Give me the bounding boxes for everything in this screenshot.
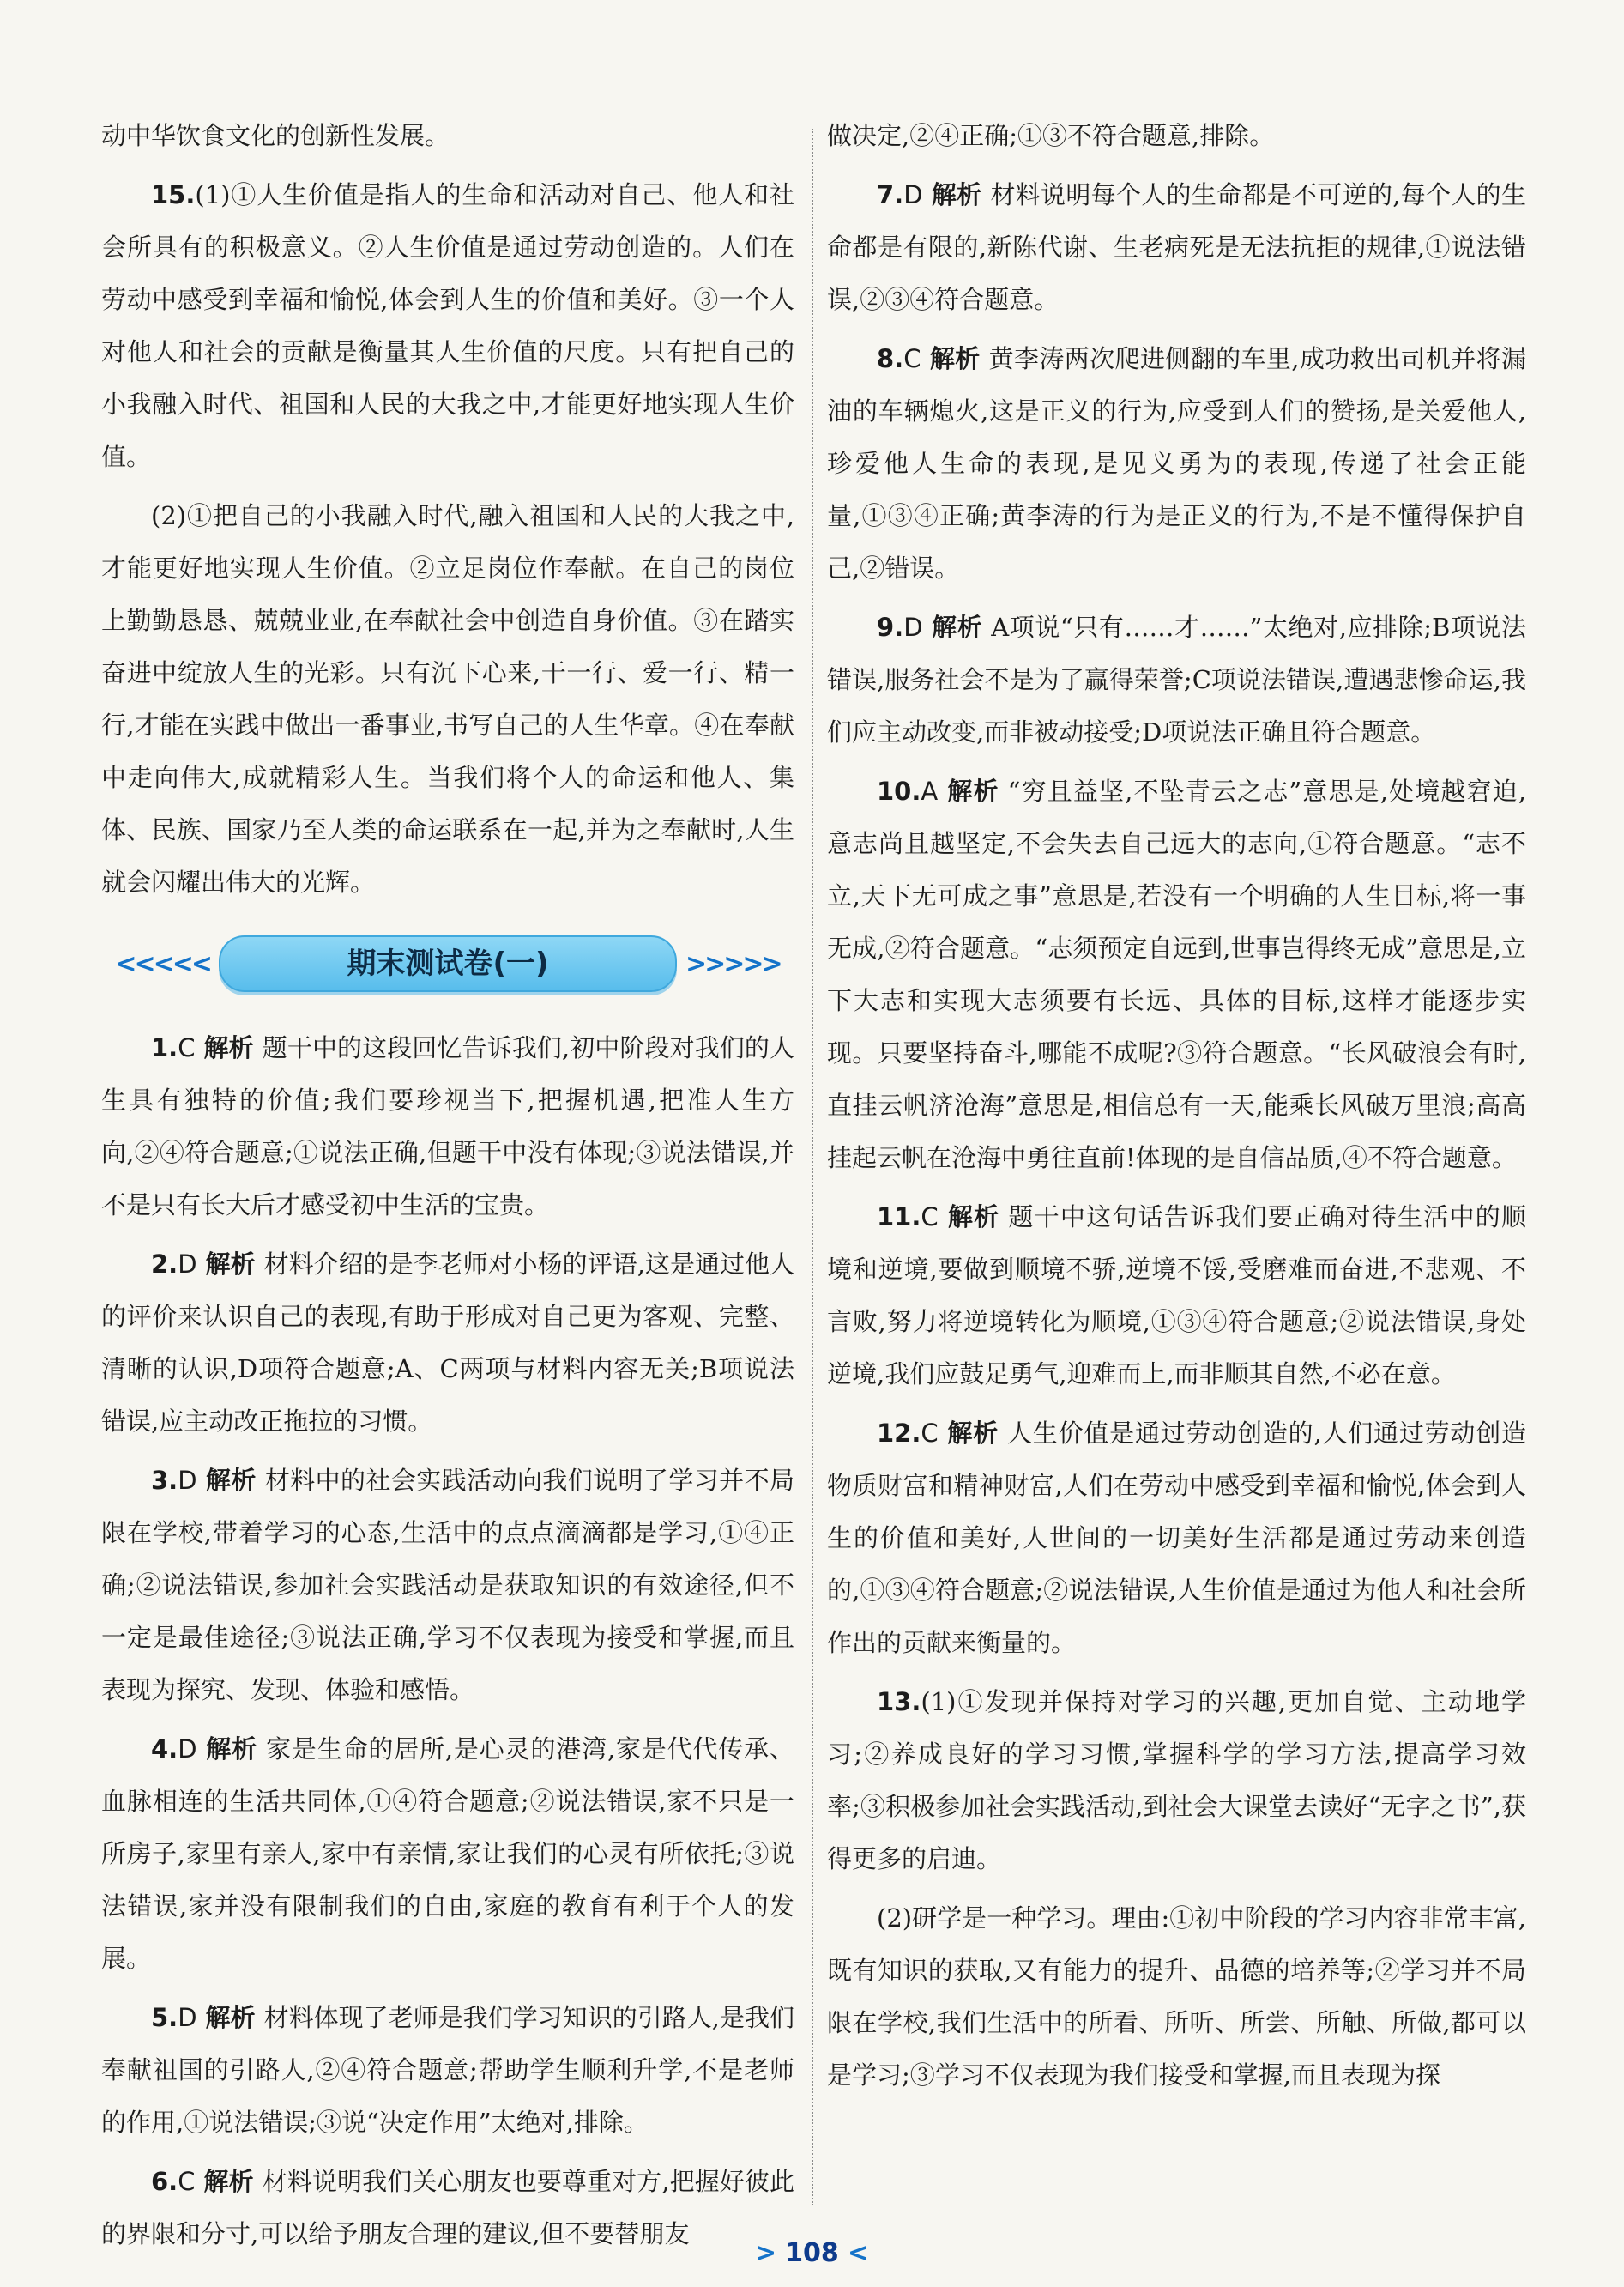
answer-13-part1: 13.(1)①发现并保持对学习的兴趣,更加自觉、主动地学习;②养成良好的学习习惯,掌握科学的学习方法,提高学习效率;③积极参加社会实践活动,到社会大课堂去读好“无字之书”,获得更多的启迪。 — [827, 1687, 1526, 1873]
answer-15-part2: (2)①把自己的小我融入时代,融入祖国和人民的大我之中,才能更好地实现人生价值。②立足岗位作奉献。在自己的岗位上勤勤恳恳、兢兢业业,在奉献社会中创造自身价值。③在踏实奋进中绽放人生的光彩。只有沉下心来,干一行、爱一行、精一行,才能在实践中做出一番事业,书写自己的人生华章。④在奉献中走向伟大,成就精彩人生。当我们将个人的命运和他人、集体、民族、国家乃至人类的命运联系在一起,并为之奉献时,人生就会闪耀出伟大的光辉。 — [101, 501, 794, 897]
answer-11: 11.C 解析 题干中这句话告诉我们要正确对待生活中的顺境和逆境,要做到顺境不骄,逆境不馁,受磨难而奋进,不悲观、不言败,努力将逆境转化为顺境,①③④符合题意;②说法错误,身处逆境,我们应鼓足勇气,迎难而上,而非顺其自然,不必在意。 — [827, 1202, 1526, 1389]
answer-6: 6.C 解析 材料说明我们关心朋友也要尊重对方,把握好彼此的界限和分寸,可以给予朋友合理的建议,但不要替朋友 — [101, 2167, 794, 2248]
question-number: 15. — [151, 180, 196, 209]
left-arrow-mark: < — [847, 2238, 869, 2268]
answer-5: 5.D 解析 材料体现了老师是我们学习知识的引路人,是我们奉献祖国的引路人,②④符合题意;帮助学生顺利升学,不是老师的作用,①说法错误;③说“决定作用”太绝对,排除。 — [101, 2003, 794, 2137]
left-arrows-decoration: <<<<< — [115, 948, 210, 979]
answer-13-part2: (2)研学是一种学习。理由:①初中阶段的学习内容非常丰富,既有知识的获取,又有能力的提升、品德的培养等;②学习并不局限在学校,我们生活中的所看、所听、所尝、所触、所做,都可以是学习;③学习不仅表现为我们接受和掌握,而且表现为探 — [827, 1903, 1526, 2090]
answer-3: 3.D 解析 材料中的社会实践活动向我们说明了学习并不局限在学校,带着学习的心态,生活中的点点滴滴都是学习,①④正确;②说法错误,参加社会实践活动是获取知识的有效途径,但不一定是最佳途径;③说法正确,学习不仅表现为接受和掌握,而且表现为探究、发现、体验和感悟。 — [101, 1466, 794, 1704]
answer-4: 4.D 解析 家是生命的居所,是心灵的港湾,家是代代传承、血脉相连的生活共同体,①④符合题意;②说法错误,家不只是一所房子,家里有亲人,家中有亲情,家让我们的心灵有所依托;③说法错误,家并没有限制我们的自由,家庭的教育有利于个人的发展。 — [101, 1734, 794, 1973]
column-divider — [812, 129, 813, 2205]
section-banner — [101, 928, 794, 1000]
answer-2: 2.D 解析 材料介绍的是李老师对小杨的评语,这是通过他人的评价来认识自己的表现,有助于形成对自己更为客观、完整、清晰的认识,D项符合题意;A、C两项与材料内容无关;B项说法错误,应主动改正拖拉的习惯。 — [101, 1249, 794, 1436]
answer-8: 8.C 解析 黄李涛两次爬进侧翻的车里,成功救出司机并将漏油的车辆熄火,这是正义的行为,应受到人们的赞扬,是关爱他人,珍爱他人生命的表现,是见义勇为的表现,传递了社会正能量,①③④正确;黄李涛的行为是正义的行为,不是不懂得保护自己,②错误。 — [827, 344, 1526, 583]
section-title: 期末测试卷(一) — [219, 935, 677, 992]
paragraph-continued: 做决定,②④正确;①③不符合题意,排除。 — [827, 121, 1275, 150]
left-column — [101, 110, 794, 2267]
right-column — [827, 110, 1526, 2109]
answer-7: 7.D 解析 材料说明每个人的生命都是不可逆的,每个人的生命都是有限的,新陈代谢、生老病死是无法抗拒的规律,①说法错误,②③④符合题意。 — [827, 180, 1526, 314]
right-arrow-mark: > — [755, 2238, 777, 2268]
answer-15-part1: 15.(1)①人生价值是指人的生命和活动对自己、他人和社会所具有的积极意义。②人生价值是通过劳动创造的。人们在劳动中感受到幸福和愉悦,体会到人生的价值和美好。③一个人对他人和社会的贡献是衡量其人生价值的尺度。只有把自己的小我融入时代、祖国和人民的大我之中,才能更好地实现人生价值。 — [101, 180, 794, 471]
right-arrows-decoration: >>>>> — [685, 948, 781, 979]
answer-10: 10.A 解析 “穷且益坚,不坠青云之志”意思是,处境越窘迫,意志尚且越坚定,不会失去自己远大的志向,①符合题意。“志不立,天下无可成之事”意思是,若没有一个明确的人生目标,将一事无成,②符合题意。“志须预定自远到,世事岂得终无成”意思是,立下大志和实现大志须要有长远、具体的目标,这样才能逐步实现。只要坚持奋斗,哪能不成呢?③符合题意。“长风破浪会有时,直挂云帆济沧海”意思是,相信总有一天,能乘长风破万里浪;高高挂起云帆在沧海中勇往直前!体现的是自信品质,④不符合题意。 — [827, 777, 1526, 1172]
paragraph-continued: 动中华饮食文化的创新性发展。 — [101, 121, 450, 150]
page-number: 108 — [785, 2238, 839, 2268]
answer-12: 12.C 解析 人生价值是通过劳动创造的,人们通过劳动创造物质财富和精神财富,人们在劳动中感受到幸福和愉悦,体会到人生的价值和美好,人世间的一切美好生活都是通过劳动来创造的,①③④符合题意;②说法错误,人生价值是通过为他人和社会所作出的贡献来衡量的。 — [827, 1419, 1526, 1657]
answer-9: 9.D 解析 A项说“只有……才……”太绝对,应排除;B项说法错误,服务社会不是为了赢得荣誉;C项说法错误,遭遇悲惨命运,我们应主动改变,而非被动接受;D项说法正确且符合题意。 — [827, 613, 1526, 747]
page-footer — [0, 2238, 1624, 2268]
answer-1: 1.C 解析 题干中的这段回忆告诉我们,初中阶段对我们的人生具有独特的价值;我们要珍视当下,把握机遇,把准人生方向,②④符合题意;①说法正确,但题干中没有体现;③说法错误,并不是只有长大后才感受初中生活的宝贵。 — [101, 1033, 794, 1219]
